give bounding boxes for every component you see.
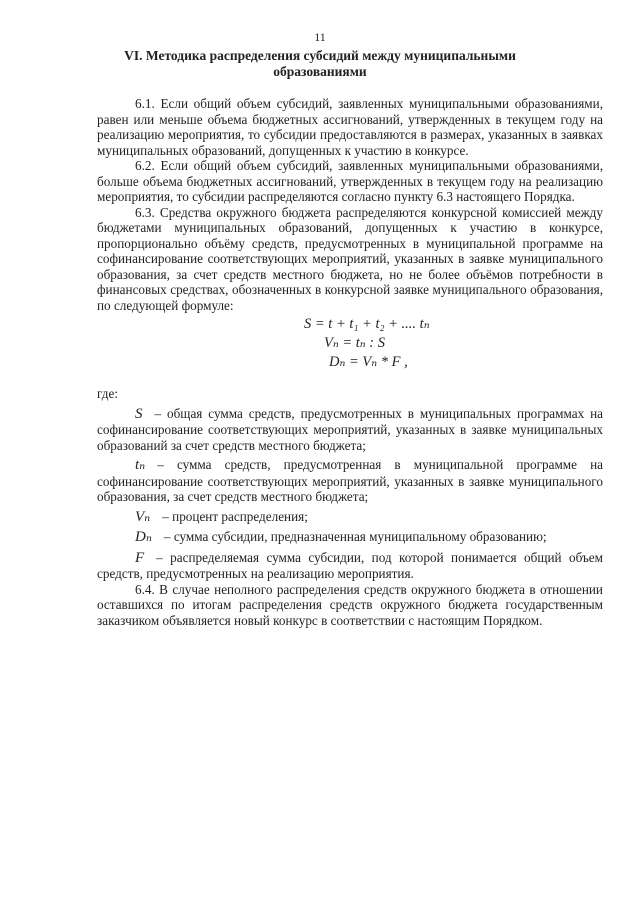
symbol-vn: Vₙ [135, 508, 151, 525]
definition-f [97, 550, 603, 582]
definition-vn [97, 509, 603, 526]
paragraph-6-4: 6.4. В случае неполного распределения средств окружного бюджета в отношении оставшихся по итогам распределения средств окружного бюджета государственным заказчиком объявляется новый конкурс в соответствии с настоящим Порядком. [97, 581, 603, 628]
section-title: VI. Методика распределения субсидий между муниципальными образованиями [124, 48, 516, 79]
symbol-tn: tₙ [135, 457, 146, 473]
where-label: где: [97, 386, 118, 401]
definition-text: – процент распределения; [162, 508, 308, 524]
symbol-f: F [135, 549, 145, 566]
paragraph-6-3: 6.3. Средства окружного бюджета распределяются конкурсной комиссией между бюджетами муниципальных образований, допущенных к участию в конкурсе, пропорционально объёму средств, предусмотренных в муниципальной программе на софинансирование соответствующих мероприятий, указанных в заявке муниципального образования, за счет средств местного бюджета, но не более объёмов потребности в финансовых средствах, обозначенных в конкурсной заявке муниципального образования, по следующей формуле: [97, 204, 603, 313]
definition-text: – сумма субсидии, предназначенная муниципальному образованию; [163, 529, 547, 544]
formula-block [97, 315, 603, 372]
definition-s [97, 406, 603, 454]
symbol-s: S [135, 405, 143, 422]
definition-text: – общая сумма средств, предусмотренных в муниципальных программах на софинансирование соответствующих мероприятий, указанных в заявке муниципальных образований за счет средств местного бюджета; [97, 405, 603, 453]
definition-text: – сумма средств, предусмотренная в муниципальной программе на софинансирование соответствующих мероприятий, указанных в заявке муниципального образования, за счет средств местного бюджета; [97, 457, 603, 504]
page-number: 11 [314, 30, 326, 44]
paragraph-6-1: 6.1. Если общий объем субсидий, заявленных муниципальными образованиями, равен или меньше объема бюджетных ассигнований, утвержденных в текущем году на реализацию мероприятия, то субсидии предоставляются в размерах, указанных в заявках муниципальных образований, допущенных к участию в конкурсе. [97, 96, 603, 158]
definition-text: – распределяемая сумма субсидии, под которой понимается общий объем средств, предусмотренных на реализацию мероприятия. [97, 549, 603, 581]
symbol-dn: Dₙ [135, 529, 152, 545]
paragraph-6-2: 6.2. Если общий объем субсидий, заявленных муниципальными образованиями, больше объема бюджетных ассигнований, утвержденных в текущем году на реализацию мероприятия, то субсидии распределяются согласно пункту 6.3 настоящего Порядка. [97, 158, 603, 204]
formula-percent: Vₙ = tₙ : S [324, 335, 386, 351]
document-body [97, 96, 603, 628]
formula-total: S = t + t₁ + t₂ + .... tₙ [304, 316, 430, 332]
formula-subsidy: Dₙ = Vₙ * F , [329, 354, 408, 370]
definition-tn [97, 457, 603, 505]
definition-dn [97, 529, 603, 546]
